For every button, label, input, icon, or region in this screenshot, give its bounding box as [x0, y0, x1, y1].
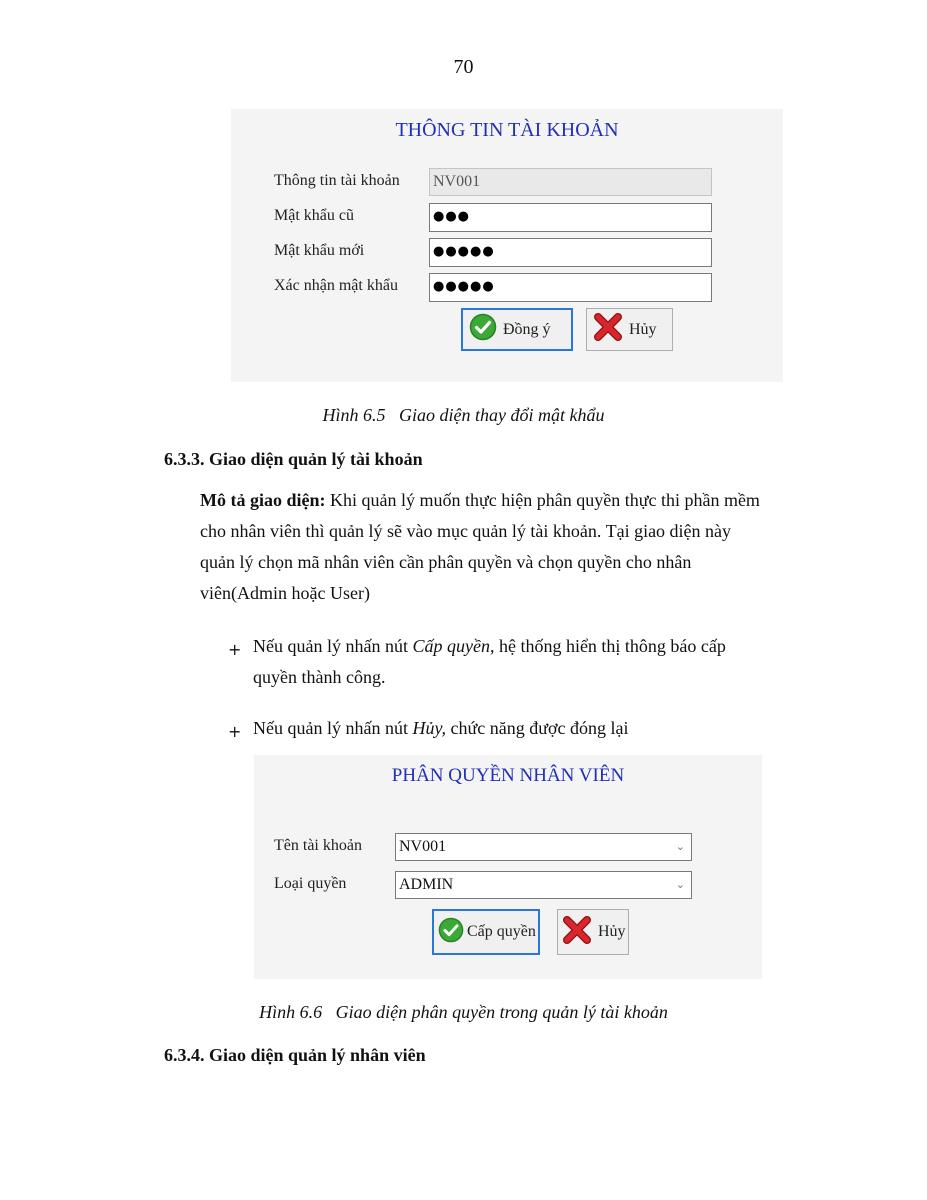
caption-text: Giao diện thay đổi mật khẩu: [399, 405, 605, 425]
bullet-1-text: [253, 631, 818, 693]
role-select-value: ADMIN: [399, 876, 454, 893]
caption-text: Giao diện phân quyền trong quản lý tài khoản: [335, 1002, 668, 1022]
description-text-1: Khi quản lý muốn thực hiện phân quyền thực thi phần mềm: [330, 490, 760, 510]
bullet-1-line-2: quyền thành công.: [253, 667, 386, 687]
red-x-icon: [562, 915, 592, 950]
account-info-panel: [231, 109, 783, 382]
bullet-2-emphasis: Hủy,: [412, 718, 446, 738]
description-line-1: [200, 485, 818, 516]
account-info-title: THÔNG TIN TÀI KHOẢN: [395, 119, 619, 141]
section-6-3-3-heading: 6.3.3. Giao diện quản lý tài khoản: [164, 449, 423, 469]
check-circle-icon: [469, 313, 497, 346]
bullet-2-pre: Nếu quản lý nhấn nút: [253, 718, 413, 738]
grant-permission-label: Cấp quyền: [467, 923, 536, 940]
bullet-2-text: [253, 713, 818, 744]
cancel-button[interactable]: [586, 308, 673, 351]
section-6-3-4-heading: 6.3.4. Giao diện quản lý nhân viên: [164, 1045, 426, 1065]
figure-6-6-caption: [0, 1002, 927, 1023]
old-password-label: Mật khẩu cũ: [274, 207, 354, 224]
cancel-button-label: Hủy: [629, 320, 657, 338]
confirm-button[interactable]: [461, 308, 573, 351]
new-password-label: Mật khẩu mới: [274, 242, 365, 259]
description-line-2: cho nhân viên thì quản lý sẽ vào mục quản lý tài khoản. Tại giao diện này: [200, 521, 732, 541]
bullet-2-post: chức năng được đóng lại: [445, 718, 629, 738]
bullet-1-line-1: [253, 631, 818, 662]
chevron-down-icon: ⌄: [675, 878, 685, 891]
page-number: 70: [453, 56, 474, 78]
account-info-label: Thông tin tài khoản: [274, 172, 400, 189]
caption-number: Hình 6.6: [259, 1002, 323, 1022]
role-select[interactable]: [395, 871, 692, 899]
cancel-permission-button[interactable]: [557, 909, 629, 955]
description-line-4: viên(Admin hoặc User): [200, 583, 370, 603]
bullet-1-emphasis: Cấp quyền: [412, 636, 490, 656]
description-line-3: quản lý chọn mã nhân viên cần phân quyền và chọn quyền cho nhân: [200, 552, 692, 572]
chevron-down-icon: ⌄: [675, 840, 685, 853]
role-type-label: Loại quyền: [274, 875, 347, 892]
confirm-password-label: Xác nhận mật khẩu: [274, 277, 398, 294]
red-x-icon: [593, 312, 623, 347]
bullet-2-marker: +: [228, 722, 242, 741]
account-select[interactable]: [395, 833, 692, 861]
confirm-password-field[interactable]: ●●●●●: [429, 273, 712, 302]
permission-panel: [254, 755, 762, 979]
bullet-1-marker: +: [228, 640, 242, 659]
old-password-field[interactable]: ●●●: [429, 203, 712, 232]
confirm-button-label: Đồng ý: [503, 320, 551, 338]
permission-title: PHÂN QUYỀN NHÂN VIÊN: [391, 765, 625, 786]
section-6-3-3-description: [200, 485, 818, 609]
check-circle-icon: [438, 917, 464, 948]
bullet-1-pre: Nếu quản lý nhấn nút: [253, 636, 413, 656]
account-id-field: NV001: [429, 168, 712, 196]
bullet-1-post: , hệ thống hiển thị thông báo cấp: [489, 636, 726, 656]
new-password-field[interactable]: ●●●●●: [429, 238, 712, 267]
figure-6-5-caption: [0, 405, 927, 426]
account-name-label: Tên tài khoản: [274, 837, 362, 854]
caption-number: Hình 6.5: [322, 405, 386, 425]
account-select-value: NV001: [399, 838, 447, 855]
grant-permission-button[interactable]: [432, 909, 540, 955]
cancel-permission-label: Hủy: [598, 923, 626, 940]
description-label: Mô tả giao diện:: [200, 490, 326, 510]
